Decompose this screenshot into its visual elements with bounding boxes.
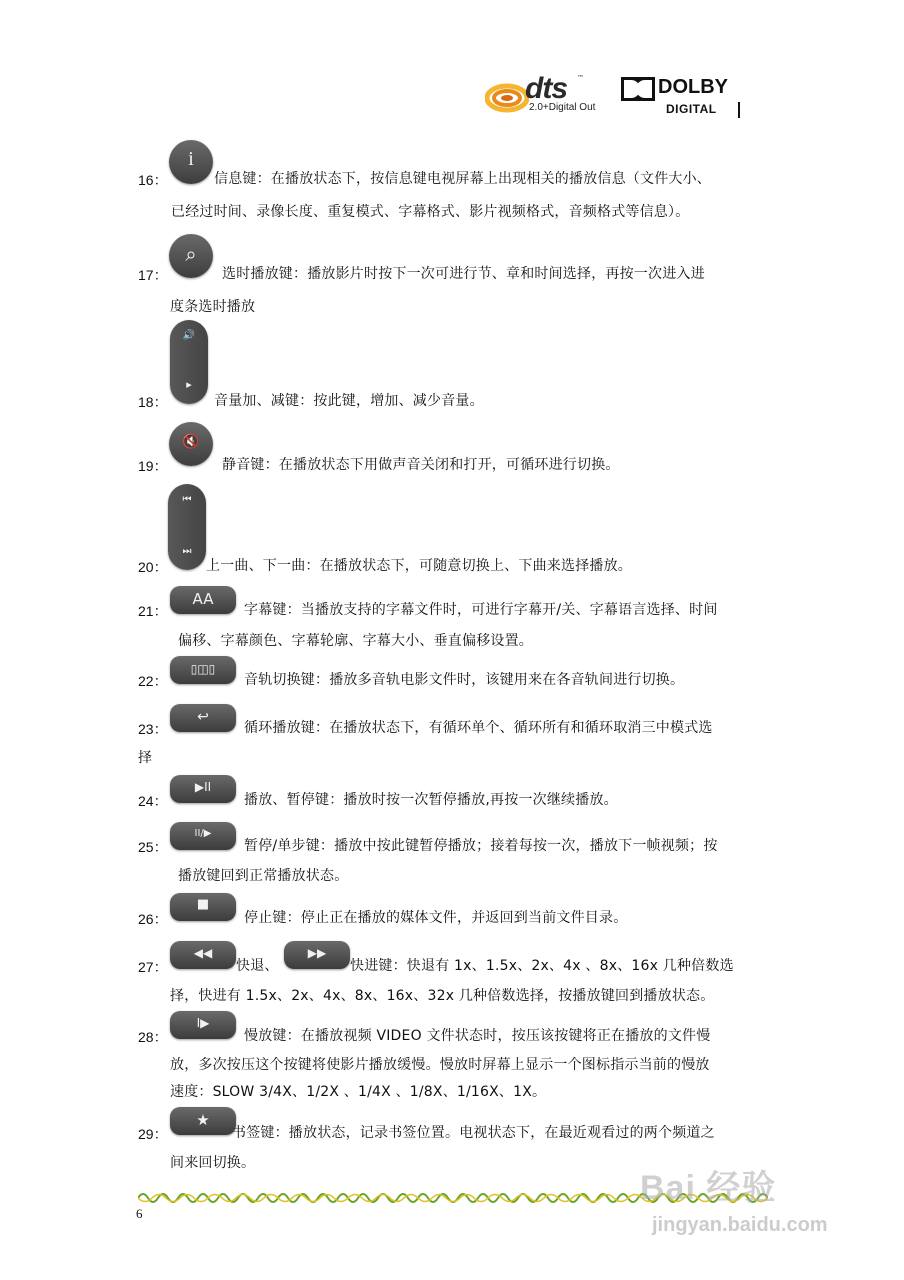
- rewind-button[interactable]: [170, 941, 236, 969]
- entry-16-line-2: 已经过时间、录像长度、重复模式、字幕格式、影片视频格式，音频格式等信息）。: [171, 204, 690, 220]
- step-icon: II/▶: [194, 828, 212, 839]
- entry-18-number: 18：: [138, 394, 168, 410]
- dolby-logo-bar: [738, 102, 740, 118]
- search-icon: ⌕: [185, 242, 197, 266]
- subtitle-button[interactable]: [170, 586, 236, 614]
- fast-forward-button[interactable]: [284, 941, 350, 969]
- entry-27-number: 27：: [138, 959, 168, 975]
- entry-29-number: 29：: [138, 1126, 168, 1142]
- entry-22-number: 22：: [138, 673, 168, 689]
- dolby-logo-text: DOLBY: [658, 76, 728, 98]
- rewind-icon: ◀◀: [193, 946, 213, 960]
- entry-24-line-1: 播放、暂停键：播放时按一次暂停播放,再按一次继续播放。: [244, 792, 618, 808]
- dts-trademark: ™: [577, 74, 584, 82]
- entry-24-number: 24：: [138, 793, 168, 809]
- volume-down-icon[interactable]: ▸: [186, 378, 192, 391]
- audio-track-icon: ▯◫▯: [190, 662, 216, 676]
- volume-rocker[interactable]: [170, 320, 208, 404]
- dolby-logo-subtitle: DIGITAL: [666, 102, 717, 116]
- slow-button[interactable]: [170, 1011, 236, 1039]
- entry-25-line-1: 暂停/单步键：播放中按此键暂停播放；接着每按一次，播放下一帧视频；按: [244, 838, 718, 854]
- entry-25-number: 25：: [138, 839, 168, 855]
- mute-icon: 🔇: [182, 434, 200, 450]
- entry-19-line-1: 静音键：在播放状态下用做声音关闭和打开，可循环进行切换。: [222, 457, 620, 473]
- entry-27-rewind-label: 快退、: [236, 958, 279, 974]
- bookmark-star-icon: ★: [196, 1111, 210, 1129]
- entry-16-line-1: 信息键：在播放状态下，按信息键电视屏幕上出现相关的播放信息（文件大小、: [214, 171, 711, 187]
- entry-28-number: 28：: [138, 1029, 168, 1045]
- entry-28-line-1: 慢放键：在播放视频 VIDEO 文件状态时，按压该按键将正在播放的文件慢: [244, 1028, 711, 1044]
- entry-29-line-2: 间来回切换。: [170, 1155, 256, 1171]
- audio-track-button[interactable]: [170, 656, 236, 684]
- entry-23-line-1: 循环播放键：在播放状态下，有循环单个、循环所有和循环取消三中模式选: [244, 720, 713, 736]
- repeat-icon: ↩: [197, 709, 209, 725]
- next-track-icon[interactable]: ⏭: [182, 546, 192, 557]
- entry-21-line-2: 偏移、字幕颜色、字幕轮廓、字幕大小、垂直偏移设置。: [178, 633, 533, 649]
- baidu-watermark: Bai 经验: [640, 1169, 777, 1207]
- entry-26-line-1: 停止键：停止正在播放的媒体文件，并返回到当前文件目录。: [244, 910, 628, 926]
- entry-17-number: 17：: [138, 267, 168, 283]
- entry-28-line-3: 速度：SLOW 3/4X、1/2X 、1/4X 、1/8X、1/16X、1X。: [170, 1084, 547, 1100]
- search-button[interactable]: [169, 234, 213, 278]
- entry-29-line-1: 书签键：播放状态，记录书签位置。电视状态下，在最近观看过的两个频道之: [232, 1125, 715, 1141]
- mute-button[interactable]: [169, 422, 213, 466]
- entry-23-line-2: 择: [138, 750, 153, 766]
- entry-16-number: 16：: [138, 172, 168, 188]
- stop-button[interactable]: [170, 893, 236, 921]
- slow-motion-icon: I▶: [196, 1016, 210, 1030]
- step-button[interactable]: [170, 822, 236, 850]
- entry-17-line-1: 选时播放键：播放影片时按下一次可进行节、章和时间选择，再按一次进入进: [222, 266, 705, 282]
- dolby-double-d-icon: [620, 76, 656, 102]
- entry-21-line-1: 字幕键：当播放支持的字幕文件时，可进行字幕开/关、字幕语言选择、时间: [244, 602, 718, 618]
- info-icon: i: [188, 148, 194, 170]
- dts-logo-text: dts: [525, 72, 567, 105]
- stop-icon: ■: [196, 897, 210, 912]
- entry-19-number: 19：: [138, 458, 168, 474]
- baidu-watermark-url: jingyan.baidu.com: [652, 1214, 828, 1236]
- dolby-logo: [620, 76, 745, 120]
- entry-25-line-2: 播放键回到正常播放状态。: [178, 868, 349, 884]
- play-pause-button[interactable]: [170, 775, 236, 803]
- entry-18-line-1: 音量加、减键：按此键，增加、减少音量。: [214, 393, 484, 409]
- prev-next-rocker[interactable]: [168, 484, 206, 570]
- repeat-button[interactable]: [170, 704, 236, 732]
- entry-27-line-2: 择，快进有 1.5x、2x、4x、8x、16x、32x 几种倍数选择，按播放键回到播放状态。: [170, 988, 715, 1004]
- fast-forward-icon: ▶▶: [307, 946, 327, 960]
- info-button[interactable]: [169, 140, 213, 184]
- dts-logo: [485, 72, 600, 120]
- previous-track-icon[interactable]: ⏮: [182, 494, 192, 505]
- subtitle-icon: AA: [192, 590, 214, 608]
- bookmark-button[interactable]: [170, 1107, 236, 1135]
- entry-28-line-2: 放，多次按压这个按键将使影片播放缓慢。慢放时屏幕上显示一个图标指示当前的慢放: [170, 1057, 710, 1073]
- play-pause-icon: ▶II: [194, 780, 212, 794]
- entry-26-number: 26：: [138, 911, 168, 927]
- entry-20-number: 20：: [138, 559, 168, 575]
- dts-swoosh-icon: [485, 78, 529, 118]
- entry-17-line-2: 度条选时播放: [170, 299, 256, 315]
- entry-22-line-1: 音轨切换键：播放多音轨电影文件时，该键用来在各音轨间进行切换。: [244, 672, 685, 688]
- entry-23-number: 23：: [138, 721, 168, 737]
- entry-20-line-1: 上一曲、下一曲：在播放状态下，可随意切换上、下曲来选择播放。: [206, 558, 632, 574]
- entry-21-number: 21：: [138, 603, 168, 619]
- volume-up-icon[interactable]: 🔊: [182, 330, 196, 341]
- entry-27-line-1: 快进键：快退有 1x、1.5x、2x、4x 、8x、16x 几种倍数选: [350, 958, 734, 974]
- page-number: 6: [136, 1206, 143, 1221]
- dts-logo-subtitle: 2.0+Digital Out: [529, 102, 596, 113]
